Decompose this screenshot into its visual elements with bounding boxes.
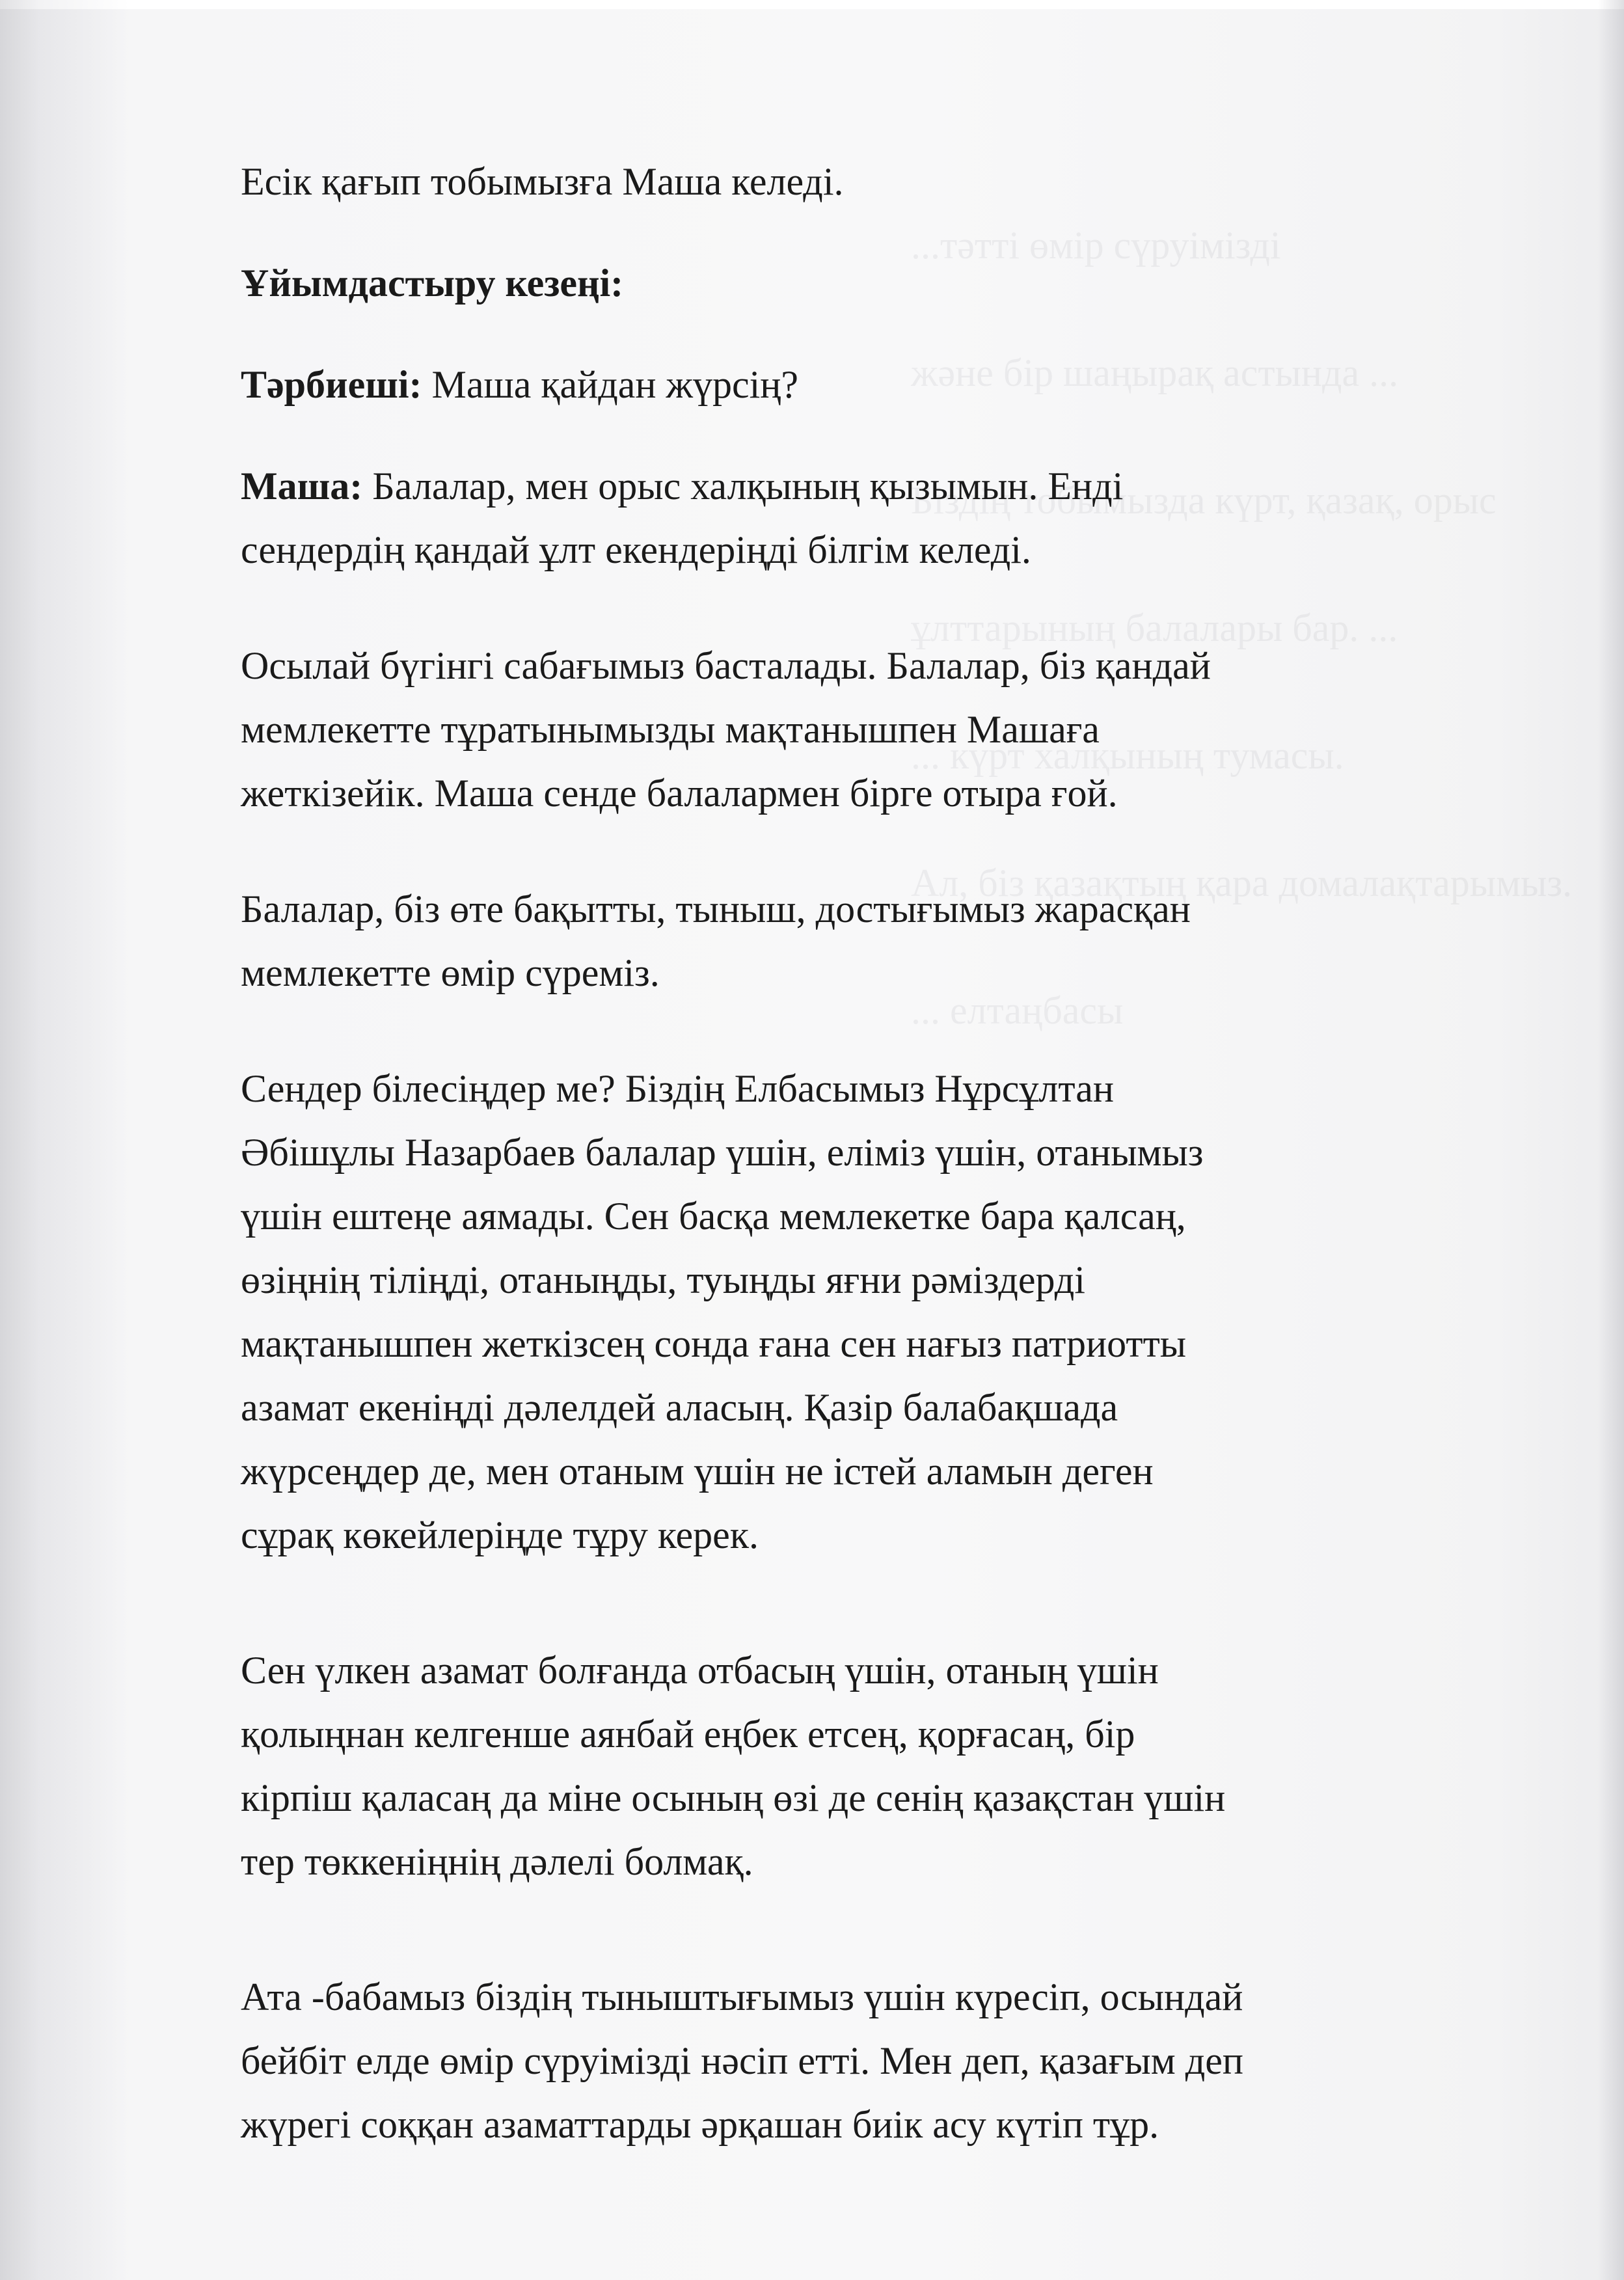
paragraph [241, 1057, 1529, 1567]
paragraph-line: өзіңнің тіліңді, отаныңды, туыңды яғни рәміздерді [241, 1258, 1085, 1301]
paragraph-line: Сендер білесіңдер ме? Біздің Елбасымыз Нұрсұлтан [241, 1067, 1115, 1110]
paragraph-line: Осылай бүгінгі сабағымыз басталады. Балалар, біз қандай [241, 644, 1211, 687]
page-top-edge [0, 0, 1624, 9]
bleed-line: ұлттарының балалары бар. ... [911, 606, 1398, 649]
bleed-line: ... елтаңбасы [911, 989, 1124, 1032]
paragraph-line: Балалар, біз өте бақытты, тыныш, достығымыз жарасқан [241, 888, 1191, 930]
paragraph-line: жүрсеңдер де, мен отаным үшін не істей аламын деген [241, 1450, 1154, 1493]
paragraph-line: Ата -бабамыз біздің тыныштығымыз үшін күресіп, осындай [241, 1975, 1243, 2018]
binding-shadow [0, 0, 130, 2280]
speaker-label: Маша: [241, 465, 363, 508]
stage-label: Ұйымдастыру кезеңі: [241, 262, 624, 305]
paragraph-line: бейбіт елде өмір сүруімізді нәсіп етті. Мен деп, қазағым деп [241, 2039, 1243, 2082]
paragraph [241, 634, 1529, 825]
page-right-edge [1598, 0, 1624, 2280]
paragraph-line: сұрақ көкейлеріңде тұру керек. [241, 1513, 759, 1556]
dialog-masha [241, 454, 1529, 582]
paragraph-line: жүрегі соққан азаматтарды әрқашан биік асу күтіп тұр. [241, 2103, 1159, 2146]
bleed-line: және бір шаңырақ астында ... [911, 351, 1399, 394]
dialog-text: Маша қайдан жүрсің? [422, 363, 798, 406]
paragraph [241, 877, 1529, 1005]
paragraph-line: жеткізейік. Маша сенде балалармен бірге отыра ғой. [241, 772, 1118, 815]
bleed-line: ... күрт халқының тумасы. [911, 734, 1344, 777]
paragraph-line: кірпіш қаласаң да міне осының өзі де сенің қазақстан үшін [241, 1776, 1226, 1819]
paragraph-line: азамат екеніңді дәлелдей аласың. Қазір балабақшада [241, 1386, 1118, 1429]
paragraph-line: Әбішұлы Назарбаев балалар үшін, еліміз үшін, отанымыз [241, 1131, 1204, 1174]
paragraph-line: Сен үлкен азамат болғанда отбасың үшін, отаның үшін [241, 1649, 1159, 1692]
stage-heading [241, 251, 1529, 315]
paragraph-line: тер төккеніңнің дәлелі болмақ. [241, 1840, 753, 1883]
dialog-line: сендердің қандай ұлт екендеріңді білгім келеді. [241, 528, 1031, 571]
bleed-line: Біздің тобымызда күрт, қазақ, орыс [911, 479, 1496, 522]
speaker-label: Тәрбиеші: [241, 363, 422, 406]
dialog-line [241, 454, 1529, 518]
paragraph [241, 1965, 1529, 2156]
dialog-text: Балалар, мен орыс халқының қызымын. Енді [362, 465, 1124, 508]
paragraph [241, 1638, 1529, 1893]
paragraph-line: қолыңнан келгенше аянбай еңбек етсең, қорғасаң, бір [241, 1713, 1135, 1756]
paragraph-line: мақтанышпен жеткізсең сонда ғана сен нағыз патриотты [241, 1322, 1187, 1365]
bleed-line: ...тәтті өмір сүруімізді [911, 224, 1281, 267]
document-body [241, 150, 1529, 2156]
intro-line: Есік қағып тобымызға Маша келеді. [241, 160, 844, 203]
paragraph-line: мемлекетте тұратынымызды мақтанышпен Машаға [241, 708, 1100, 751]
paragraph-line: мемлекетте өмір сүреміз. [241, 951, 660, 994]
bleed-line: Ал, біз қазақтың қара домалақтарымыз. [911, 862, 1573, 904]
dialog-teacher [241, 353, 1529, 416]
paragraph-line: үшін ештеңе аямады. Сен басқа мемлекетке бара қалсаң, [241, 1195, 1186, 1238]
